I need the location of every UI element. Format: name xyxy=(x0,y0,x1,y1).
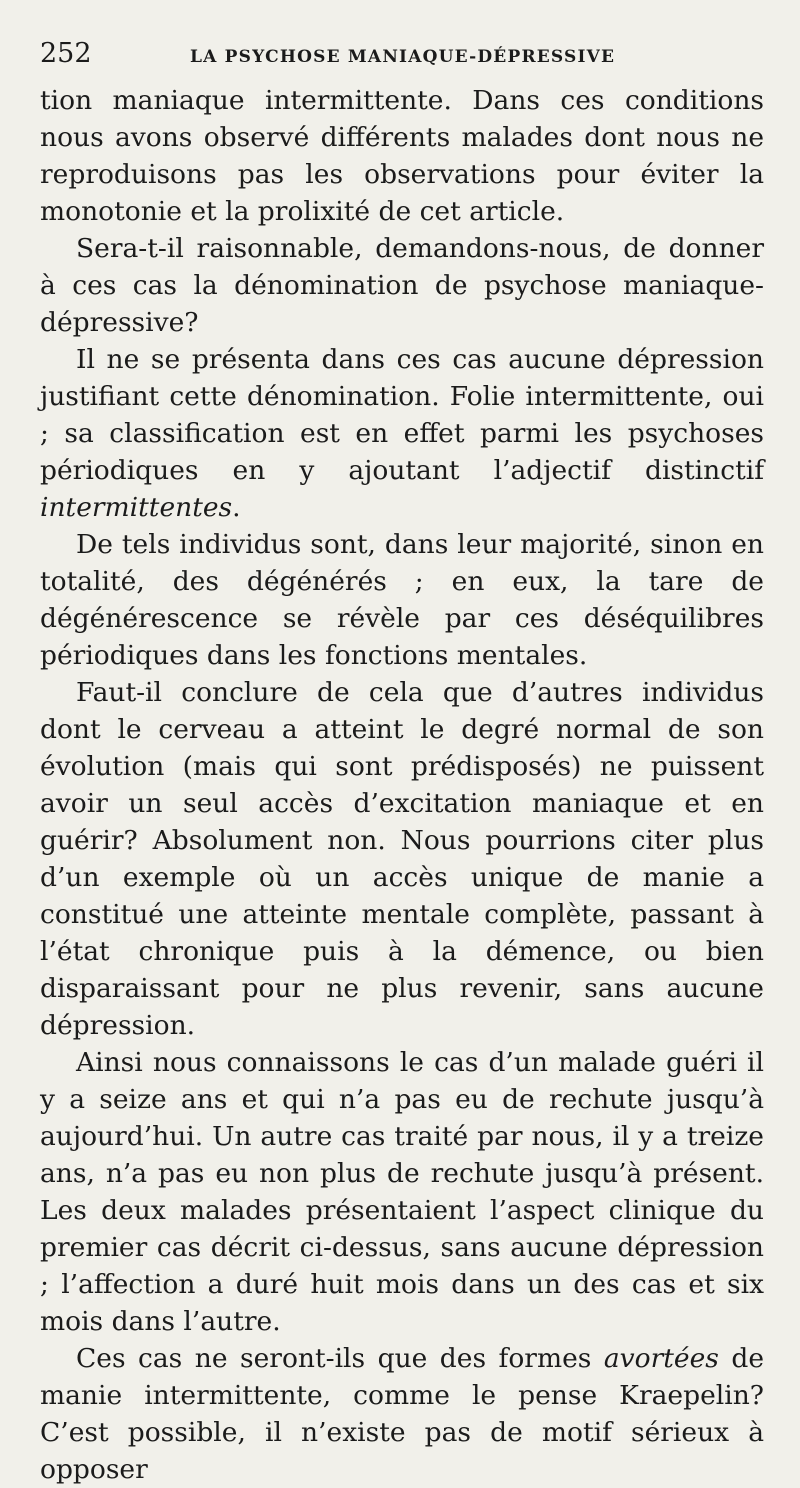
paragraph-text: De tels individus sont, dans leur majorité, sinon en totalité, des dégénérés ; en eux, la tare de dégénérescence se révèle par ces déséquilibres périodiques dans les fonctions mentales. xyxy=(40,529,764,671)
paragraph xyxy=(40,82,764,230)
italic-text: avortées xyxy=(603,1343,719,1374)
paragraph-text: Sera-t-il raisonnable, demandons-nous, de donner à ces cas la dénomination de psychose maniaque-dépressive? xyxy=(40,233,764,338)
paragraph xyxy=(40,1340,764,1488)
paragraph xyxy=(40,526,764,674)
paragraph-text: de manie intermittente, comme le pense Kraepelin? C’est possible, il n’existe pas de motif sérieux à opposer xyxy=(40,1343,765,1485)
italic-text: intermittentes xyxy=(40,492,233,523)
running-head: LA PSYCHOSE MANIAQUE-DÉPRESSIVE xyxy=(190,47,616,67)
paragraph-text: . xyxy=(232,492,241,523)
paragraph xyxy=(40,230,764,341)
page-header xyxy=(40,38,764,82)
paragraph xyxy=(40,674,764,1044)
paragraph-text: Ainsi nous connaissons le cas d’un malade guéri il y a seize ans et qui n’a pas eu de rechute jusqu’à aujourd’hui. Un autre cas traité par nous, il y a treize ans, n’a pas eu non plus de rechute jusqu’à présent. Les deux malades présentaient l’aspect clinique du premier cas décrit ci-dessus, sans aucune dépression ; l’affection a duré huit mois dans un des cas et six mois dans l’autre. xyxy=(40,1047,764,1337)
paragraph xyxy=(40,1044,764,1340)
paragraph-text: Ces cas ne seront-ils que des formes xyxy=(76,1343,604,1374)
page-number: 252 xyxy=(40,38,92,69)
body-text xyxy=(40,82,764,1488)
paragraph-text: Il ne se présenta dans ces cas aucune dépression justifiant cette dénomination. Folie intermittente, oui ; sa classification est en effet parmi les psychoses périodiques en y ajoutant l’adjectif distinctif xyxy=(40,344,764,486)
paragraph-text: tion maniaque intermittente. Dans ces conditions nous avons observé différents malades dont nous ne reproduisons pas les observations pour éviter la monotonie et la prolixité de cet article. xyxy=(40,85,764,227)
paragraph xyxy=(40,341,764,526)
paragraph-text: Faut-il conclure de cela que d’autres individus dont le cerveau a atteint le degré normal de son évolution (mais qui sont prédisposés) ne puissent avoir un seul accès d’excitation maniaque et en guérir? Absolument non. Nous pourrions citer plus d’un exemple où un accès unique de manie a constitué une atteinte mentale complète, passant à l’état chronique puis à la démence, ou bien disparaissant pour ne plus revenir, sans aucune dépression. xyxy=(40,677,764,1041)
